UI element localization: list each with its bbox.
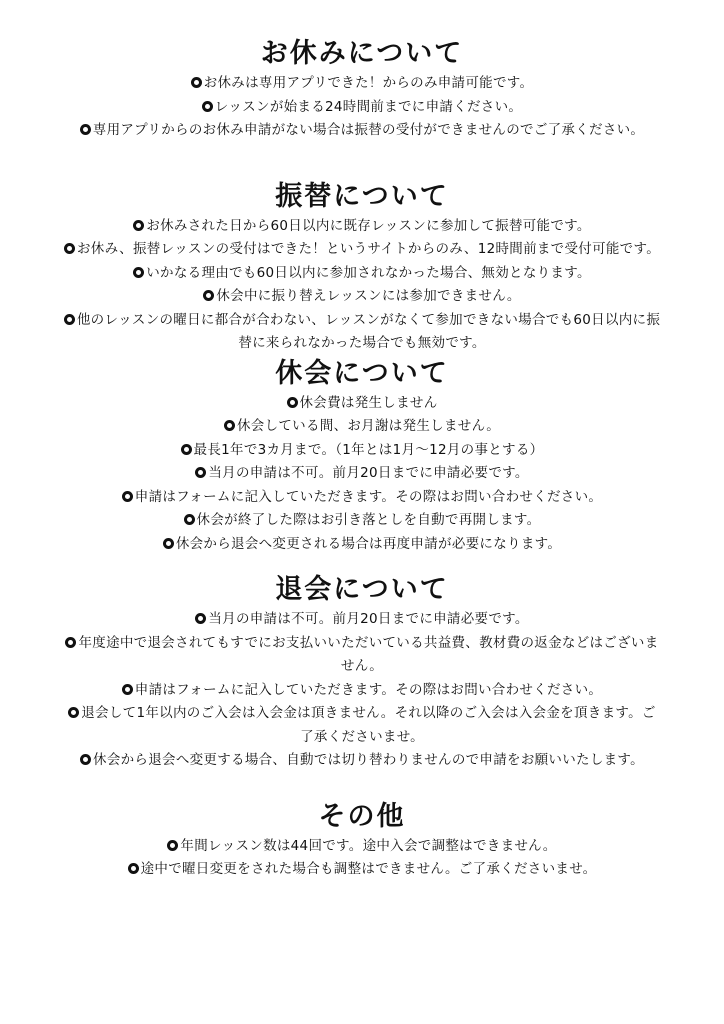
bullet-icon [80, 124, 91, 135]
list-item [62, 608, 662, 632]
item-text: いかなる理由でも60日以内に参加されなかった場合、無効となります。 [146, 264, 591, 281]
list-item [62, 533, 662, 557]
section-suspension [62, 356, 662, 557]
list-item [62, 96, 662, 120]
section-withdrawal [62, 572, 662, 773]
bullet-icon [202, 101, 213, 112]
list-item [62, 509, 662, 533]
bullet-icon [133, 267, 144, 278]
item-text: お休みは専用アプリできた！からのみ申請可能です。 [203, 75, 534, 91]
item-list [62, 72, 662, 143]
section-makeup [62, 179, 662, 356]
item-text: 年度途中で退会されてもすでにお支払いいただいている共益費、教材費の返金などはございません。 [78, 634, 659, 674]
bullet-icon [287, 397, 298, 408]
list-item [62, 486, 662, 510]
list-item [62, 72, 662, 96]
bullet-icon [65, 637, 76, 648]
bullet-icon [68, 707, 79, 718]
bullet-icon [184, 514, 195, 525]
bullet-icon [133, 220, 144, 231]
item-text: 休会が終了した際はお引き落としを自動で再開します。 [196, 512, 541, 528]
bullet-icon [203, 290, 214, 301]
bullet-icon [224, 420, 235, 431]
section-heading: 退会について [275, 574, 449, 605]
item-list [62, 392, 662, 557]
bullet-icon [181, 444, 192, 455]
list-item [62, 749, 662, 773]
section-heading: 休会について [275, 357, 449, 389]
list-item [62, 119, 662, 143]
bullet-icon [64, 243, 75, 254]
list-item [62, 835, 662, 859]
list-item [62, 415, 662, 439]
list-item [62, 632, 662, 679]
item-text: 申請はフォームに記入していただきます。その際はお問い合わせください。 [134, 488, 603, 505]
bullet-icon [163, 538, 174, 549]
item-text: 他のレッスンの曜日に都合が合わない、レッスンがなくて参加できない場合でも60日以内に振替に来られなかった場合でも無効です。 [76, 311, 661, 351]
list-item [62, 238, 662, 262]
item-text: 途中で曜日変更をされた場合も調整はできません。ご了承くださいませ。 [140, 861, 597, 877]
item-text: 休会している間、お月謝は発生しません。 [236, 418, 500, 434]
bullet-icon [195, 467, 206, 478]
bullet-icon [80, 754, 91, 765]
item-text: 休会から退会へ変更される場合は再度申請が必要になります。 [175, 535, 562, 552]
item-text: 休会費は発生しません [299, 394, 438, 411]
list-item [62, 392, 662, 416]
item-list [62, 835, 662, 882]
list-item [62, 285, 662, 309]
item-text: お休み、振替レッスンの受付はできた！というサイトからのみ、12時間前まで受付可能です。 [76, 241, 661, 257]
section-heading: 振替について [275, 180, 449, 212]
item-text: 休会から退会へ変更する場合、自動では切り替わりませんので申請をお願いいたします。 [93, 752, 644, 768]
list-item [62, 215, 662, 239]
item-text: 申請はフォームに記入していただきます。その際はお問い合わせください。 [134, 681, 603, 698]
list-item [62, 679, 662, 703]
section-heading: その他 [318, 800, 406, 832]
list-item [62, 858, 662, 882]
item-list [62, 608, 662, 773]
bullet-icon [64, 314, 75, 325]
list-item [62, 439, 662, 463]
list-item [62, 309, 662, 356]
bullet-icon [122, 684, 133, 695]
bullet-icon [122, 491, 133, 502]
item-text: 年間レッスン数は44回です。途中入会で調整はできません。 [180, 837, 557, 854]
bullet-icon [195, 613, 206, 624]
bullet-icon [167, 840, 178, 851]
item-text: 当月の申請は不可。前月20日までに申請必要です。 [208, 611, 529, 627]
list-item [62, 462, 662, 486]
item-text: 専用アプリからのお休み申請がない場合は振替の受付ができませんのでご了承ください。 [92, 122, 645, 138]
item-text: 休会中に振り替えレッスンには参加できません。 [216, 288, 521, 304]
item-text: お休みされた日から60日以内に既存レッスンに参加して振替可能です。 [146, 217, 591, 234]
item-text: 退会して1年以内のご入会は入会金は頂きません。それ以降のご入会は入会金を頂きます。ご了承くださいませ。 [81, 705, 656, 745]
item-text: レッスンが始まる24時間前までに申請ください。 [214, 98, 523, 115]
bullet-icon [128, 863, 139, 874]
section-heading: お休みについて [260, 38, 464, 69]
list-item [62, 262, 662, 286]
bullet-icon [191, 77, 202, 88]
item-text: 最長1年で3カ月まで。（1年とは1月～12月の事とする） [193, 441, 544, 458]
section-absence [62, 36, 662, 143]
item-list [62, 215, 662, 356]
list-item [62, 702, 662, 749]
section-other [62, 799, 662, 882]
item-text: 当月の申請は不可。前月20日までに申請必要です。 [208, 465, 529, 481]
